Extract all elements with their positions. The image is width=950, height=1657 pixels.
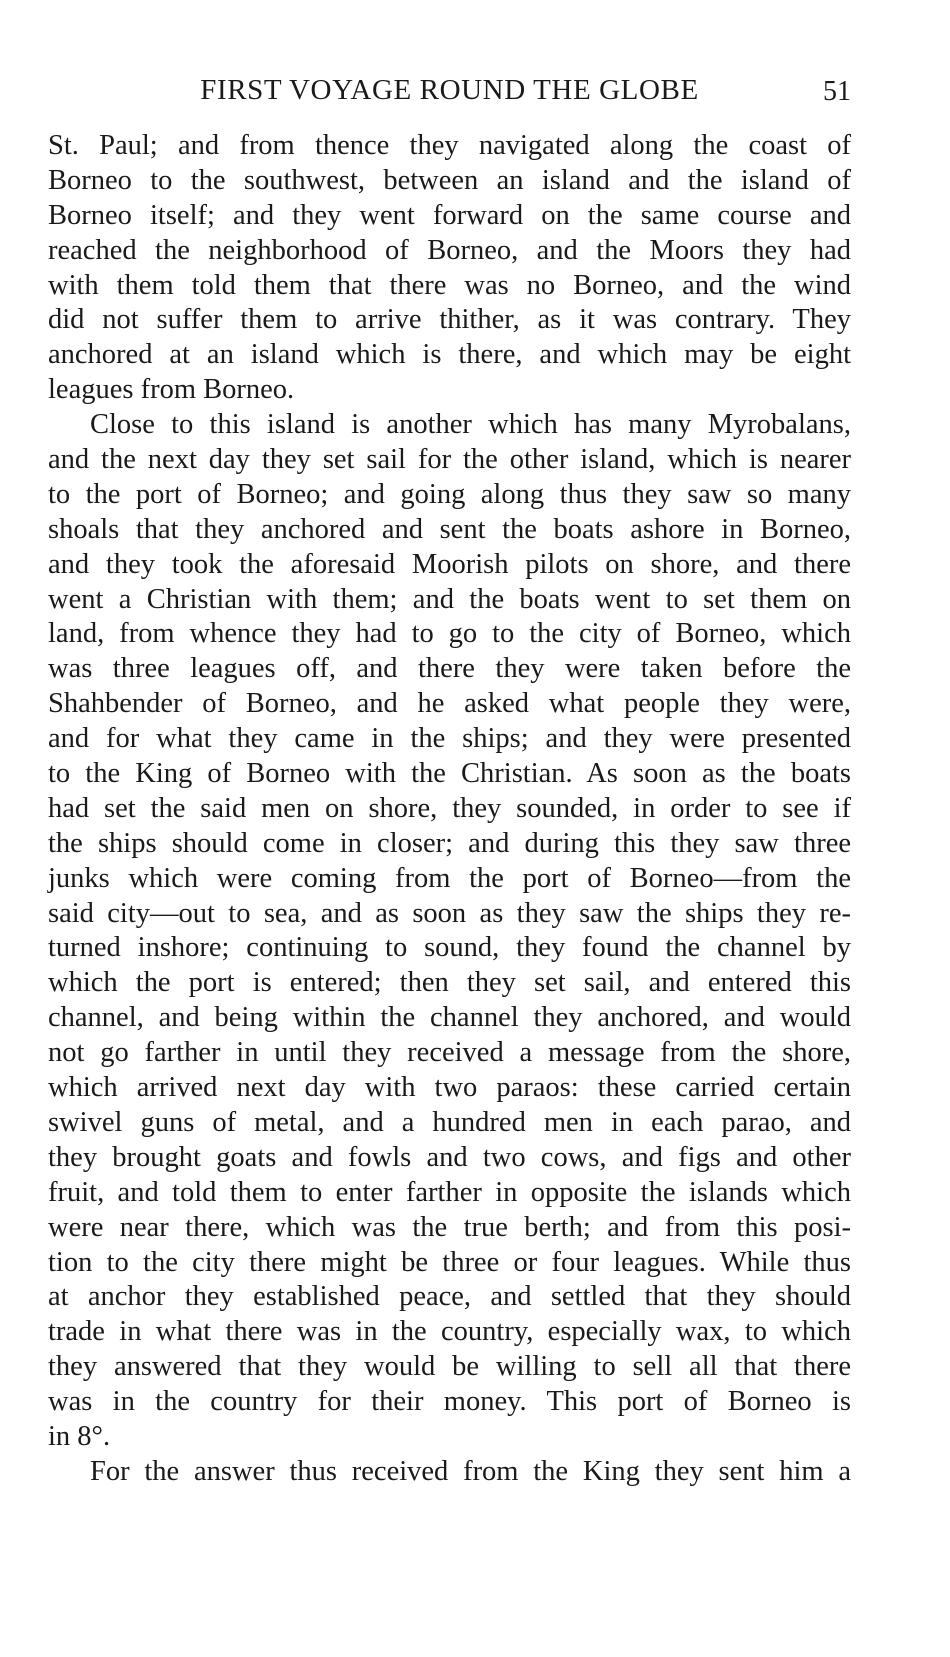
paragraph-3 bbox=[48, 1455, 851, 1490]
paragraph-2 bbox=[48, 408, 851, 1455]
text-line: Borneo to the southwest, between an island and the island of bbox=[48, 164, 851, 196]
text-line: turned inshore; continuing to sound, they found the channel by bbox=[48, 932, 851, 964]
running-title: FIRST VOYAGE ROUND THE GLOBE bbox=[200, 74, 699, 106]
text-line: swivel guns of metal, and a hundred men in each parao, and bbox=[48, 1106, 851, 1138]
text-line: For the answer thus received from the King they sent him a bbox=[90, 1455, 851, 1487]
text-line: channel, and being within the channel they anchored, and would bbox=[48, 1002, 851, 1034]
text-line: trade in what there was in the country, especially wax, to which bbox=[48, 1316, 851, 1348]
text-line: in 8°. bbox=[48, 1420, 111, 1452]
text-line: had set the said men on shore, they sounded, in order to see if bbox=[48, 792, 851, 824]
text-line: Close to this island is another which has many Myrobalans, bbox=[90, 409, 851, 441]
text-line: they brought goats and fowls and two cows, and figs and other bbox=[48, 1141, 851, 1173]
text-line: and the next day they set sail for the other island, which is nearer bbox=[48, 444, 851, 476]
text-line: went a Christian with them; and the boats went to set them on bbox=[48, 583, 851, 615]
text-line: and for what they came in the ships; and they were presented bbox=[48, 723, 851, 755]
text-line: shoals that they anchored and sent the boats ashore in Borneo, bbox=[48, 513, 851, 545]
text-line: land, from whence they had to go to the city of Borneo, which bbox=[48, 618, 851, 650]
text-line: tion to the city there might be three or four leagues. While thus bbox=[48, 1246, 851, 1278]
text-line: Borneo itself; and they went forward on the same course and bbox=[48, 199, 851, 231]
paragraph-1 bbox=[48, 129, 851, 408]
running-head bbox=[48, 70, 851, 110]
text-line: anchored at an island which is there, and which may be eight bbox=[48, 339, 851, 371]
text-line: said city—out to sea, and as soon as they saw the ships they re- bbox=[48, 897, 851, 929]
body-text bbox=[48, 129, 851, 1490]
text-line: to the King of Borneo with the Christian. As soon as the boats bbox=[48, 758, 851, 790]
page-number: 51 bbox=[823, 76, 851, 107]
text-line: which arrived next day with two paraos: these carried certain bbox=[48, 1072, 851, 1104]
text-line: were near there, which was the true berth; and from this posi- bbox=[48, 1211, 851, 1243]
text-line: and they took the aforesaid Moorish pilots on shore, and there bbox=[48, 548, 851, 580]
text-line: the ships should come in closer; and during this they saw three bbox=[48, 827, 851, 859]
text-line: which the port is entered; then they set sail, and entered this bbox=[48, 967, 851, 999]
text-line: leagues from Borneo. bbox=[48, 374, 295, 406]
text-line: at anchor they established peace, and settled that they should bbox=[48, 1281, 851, 1313]
text-line: with them told them that there was no Borneo, and the wind bbox=[48, 269, 851, 301]
text-line: junks which were coming from the port of Borneo—from the bbox=[48, 862, 851, 894]
text-line: not go farther in until they received a message from the shore, bbox=[48, 1037, 851, 1069]
text-line: Shahbender of Borneo, and he asked what people they were, bbox=[48, 688, 851, 720]
text-line: to the port of Borneo; and going along thus they saw so many bbox=[48, 478, 851, 510]
text-line: they answered that they would be willing to sell all that there bbox=[48, 1351, 851, 1383]
text-line: St. Paul; and from thence they navigated along the coast of bbox=[48, 130, 851, 161]
text-line: reached the neighborhood of Borneo, and the Moors they had bbox=[48, 234, 851, 266]
text-line: fruit, and told them to enter farther in opposite the islands which bbox=[48, 1176, 851, 1208]
text-line: did not suffer them to arrive thither, as it was contrary. They bbox=[48, 304, 851, 336]
text-line: was three leagues off, and there they were taken before the bbox=[48, 653, 851, 685]
text-line: was in the country for their money. This port of Borneo is bbox=[48, 1386, 851, 1418]
